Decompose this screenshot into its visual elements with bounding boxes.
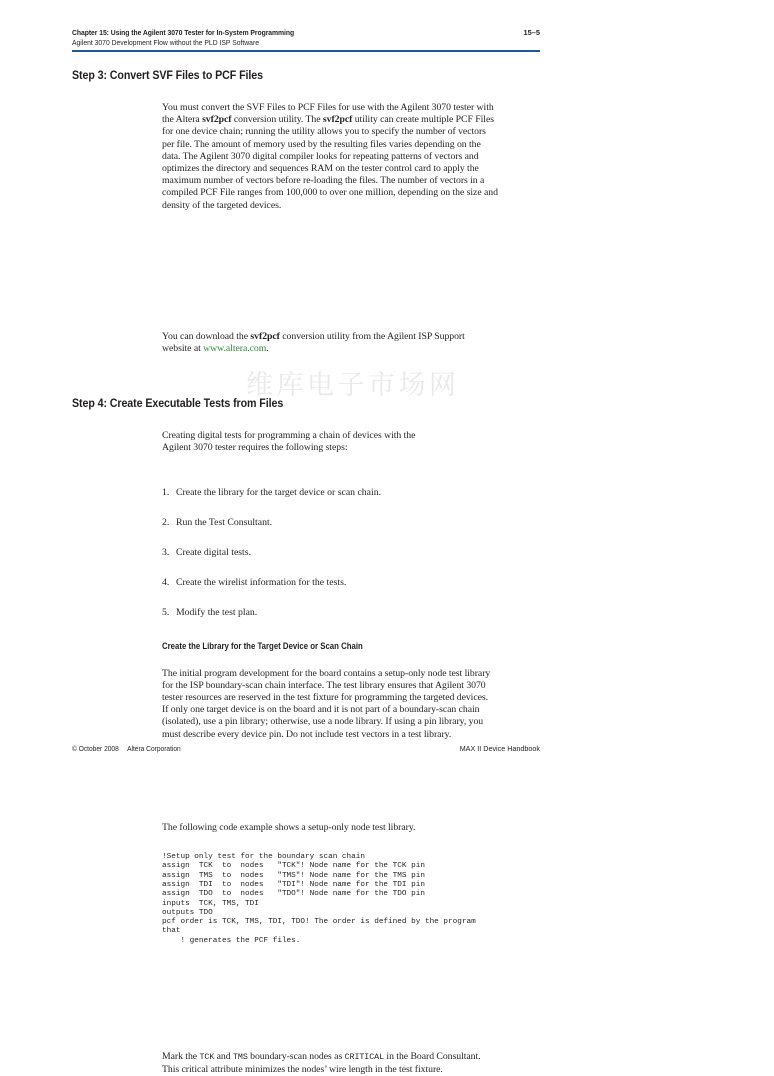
code-line: ! generates the PCF files. bbox=[162, 936, 301, 945]
utility-name: svf2pcf bbox=[202, 114, 232, 126]
list-text: Create the wirelist information for the tests. bbox=[176, 576, 347, 588]
text-line: per file. The amount of memory used by the resulting files varies depending on the bbox=[162, 138, 481, 150]
page-number: 15–5 bbox=[523, 28, 540, 37]
text-run: utility can create multiple PCF Files bbox=[352, 114, 494, 126]
text-run: website at bbox=[162, 343, 204, 355]
text-line: The initial program development for the board contains a setup-only node test library bbox=[162, 667, 491, 679]
code-line: outputs TDO bbox=[162, 908, 213, 917]
text-line: optimizes the directory and sequences RAM on the tester control card to apply the bbox=[162, 163, 479, 175]
library-subheading: Create the Library for the Target Device or Scan Chain bbox=[162, 640, 363, 651]
text-line bbox=[162, 343, 544, 355]
text-line: data. The Agilent 3070 digital compiler looks for repeating patterns of vectors and bbox=[162, 150, 479, 162]
text-run: You can download the bbox=[162, 330, 251, 342]
step3-heading: Step 3: Convert SVF Files to PCF Files bbox=[72, 68, 263, 82]
step-list-item bbox=[162, 517, 774, 528]
text-run: in the Board Consultant. bbox=[384, 1051, 481, 1063]
library-paragraph-1 bbox=[162, 668, 544, 741]
list-number: 4. bbox=[162, 576, 170, 588]
running-header-section: Agilent 3070 Development Flow without the PLD ISP Software bbox=[72, 38, 259, 47]
text-line: for the ISP boundary-scan chain interface. The test library ensures that Agilent 3070 bbox=[162, 679, 486, 691]
text-run: and bbox=[214, 1051, 233, 1063]
text-line bbox=[162, 114, 544, 126]
text-line bbox=[162, 331, 544, 343]
code-line: assign TDO to nodes "TDO"! Node name for the TDO pin bbox=[162, 890, 425, 899]
code-term: TMS bbox=[232, 1053, 248, 1063]
step3-paragraph-2 bbox=[162, 331, 544, 355]
list-number: 5. bbox=[162, 606, 170, 618]
text-line: density of the targeted devices. bbox=[162, 199, 282, 211]
text-line: must describe every device pin. Do not include test vectors in a test library. bbox=[162, 728, 452, 740]
running-header-chapter: Chapter 15: Using the Agilent 3070 Tester for In-System Programming bbox=[72, 28, 295, 37]
text-line: If only one target device is on the board and it is not part of a boundary-scan chain bbox=[162, 704, 480, 716]
text-run: Mark the bbox=[162, 1051, 200, 1063]
code-line: that bbox=[162, 927, 181, 936]
list-number: 1. bbox=[162, 486, 170, 498]
text-line: (isolated), use a pin library; otherwise, use a node library. If using a pin library, you bbox=[162, 716, 484, 728]
footer-left bbox=[72, 744, 181, 753]
code-line: assign TDI to nodes "TDI"! Node name for the TDI pin bbox=[162, 880, 425, 889]
step-list-item bbox=[162, 577, 774, 588]
list-text: Create digital tests. bbox=[176, 546, 252, 558]
code-line: pcf order is TCK, TMS, TDI, TDO! The order is defined by the program bbox=[162, 918, 476, 927]
footer-copyright: © October 2008 bbox=[72, 744, 119, 753]
utility-name: svf2pcf bbox=[322, 114, 353, 126]
text-line: The following code example shows a setup-only node test library. bbox=[162, 821, 416, 833]
list-text: Create the library for the target device or scan chain. bbox=[176, 486, 382, 498]
step-list-item bbox=[162, 607, 774, 618]
code-example bbox=[162, 853, 774, 946]
library-paragraph-3 bbox=[162, 1051, 544, 1076]
text-line: This critical attribute minimizes the nodes’ wire length in the test fixture. bbox=[162, 1064, 443, 1076]
code-line: assign TCK to nodes "TCK"! Node name for the TCK pin bbox=[162, 862, 425, 871]
list-text: Run the Test Consultant. bbox=[176, 516, 273, 528]
step-list-item bbox=[162, 547, 774, 558]
footer-company: Altera Corporation bbox=[127, 744, 181, 753]
text-line: You must convert the SVF Files to PCF Files for use with the Agilent 3070 tester with bbox=[162, 102, 494, 113]
text-line: compiled PCF File ranges from 100,000 to over one million, depending on the size and bbox=[162, 187, 498, 199]
text-line: Agilent 3070 tester requires the following steps: bbox=[162, 442, 348, 454]
text-run: conversion utility. The bbox=[231, 114, 323, 126]
code-term: TCK bbox=[199, 1053, 215, 1063]
altera-website-link[interactable]: www.altera.com bbox=[203, 343, 267, 355]
text-run: . bbox=[266, 343, 269, 355]
list-text: Modify the test plan. bbox=[176, 606, 258, 618]
step3-paragraph-1 bbox=[162, 102, 544, 212]
text-line: for one device chain; running the utility allows you to specify the number of vectors bbox=[162, 126, 486, 138]
list-number: 2. bbox=[162, 516, 170, 528]
utility-name: svf2pcf bbox=[250, 330, 280, 342]
code-line: inputs TCK, TMS, TDI bbox=[162, 899, 259, 908]
list-number: 3. bbox=[162, 546, 170, 558]
library-paragraph-2 bbox=[162, 822, 544, 834]
code-term: CRITICAL bbox=[344, 1053, 385, 1063]
watermark: 维库电子市场网 bbox=[246, 370, 460, 401]
code-line: !Setup only test for the boundary scan chain bbox=[162, 853, 365, 862]
step4-intro bbox=[162, 430, 544, 454]
header-rule bbox=[72, 50, 540, 52]
text-line: maximum number of vectors before re-loading the files. The number of vectors in a bbox=[162, 175, 485, 187]
code-line: assign TMS to nodes "TMS"! Node name for the TMS pin bbox=[162, 871, 425, 880]
text-run: conversion utility from the Agilent ISP Support bbox=[279, 330, 465, 342]
step4-heading: Step 4: Create Executable Tests from Files bbox=[72, 396, 284, 411]
text-run: the Altera bbox=[162, 114, 203, 126]
step-list-item bbox=[162, 487, 774, 498]
footer-book-title: MAX II Device Handbook bbox=[459, 744, 540, 753]
text-run: boundary-scan nodes as bbox=[247, 1051, 345, 1063]
text-line bbox=[162, 1051, 544, 1064]
text-line: tester resources are reserved in the test fixture for programming the targeted devices. bbox=[162, 692, 489, 704]
text-line: Creating digital tests for programming a chain of devices with the bbox=[162, 430, 416, 442]
